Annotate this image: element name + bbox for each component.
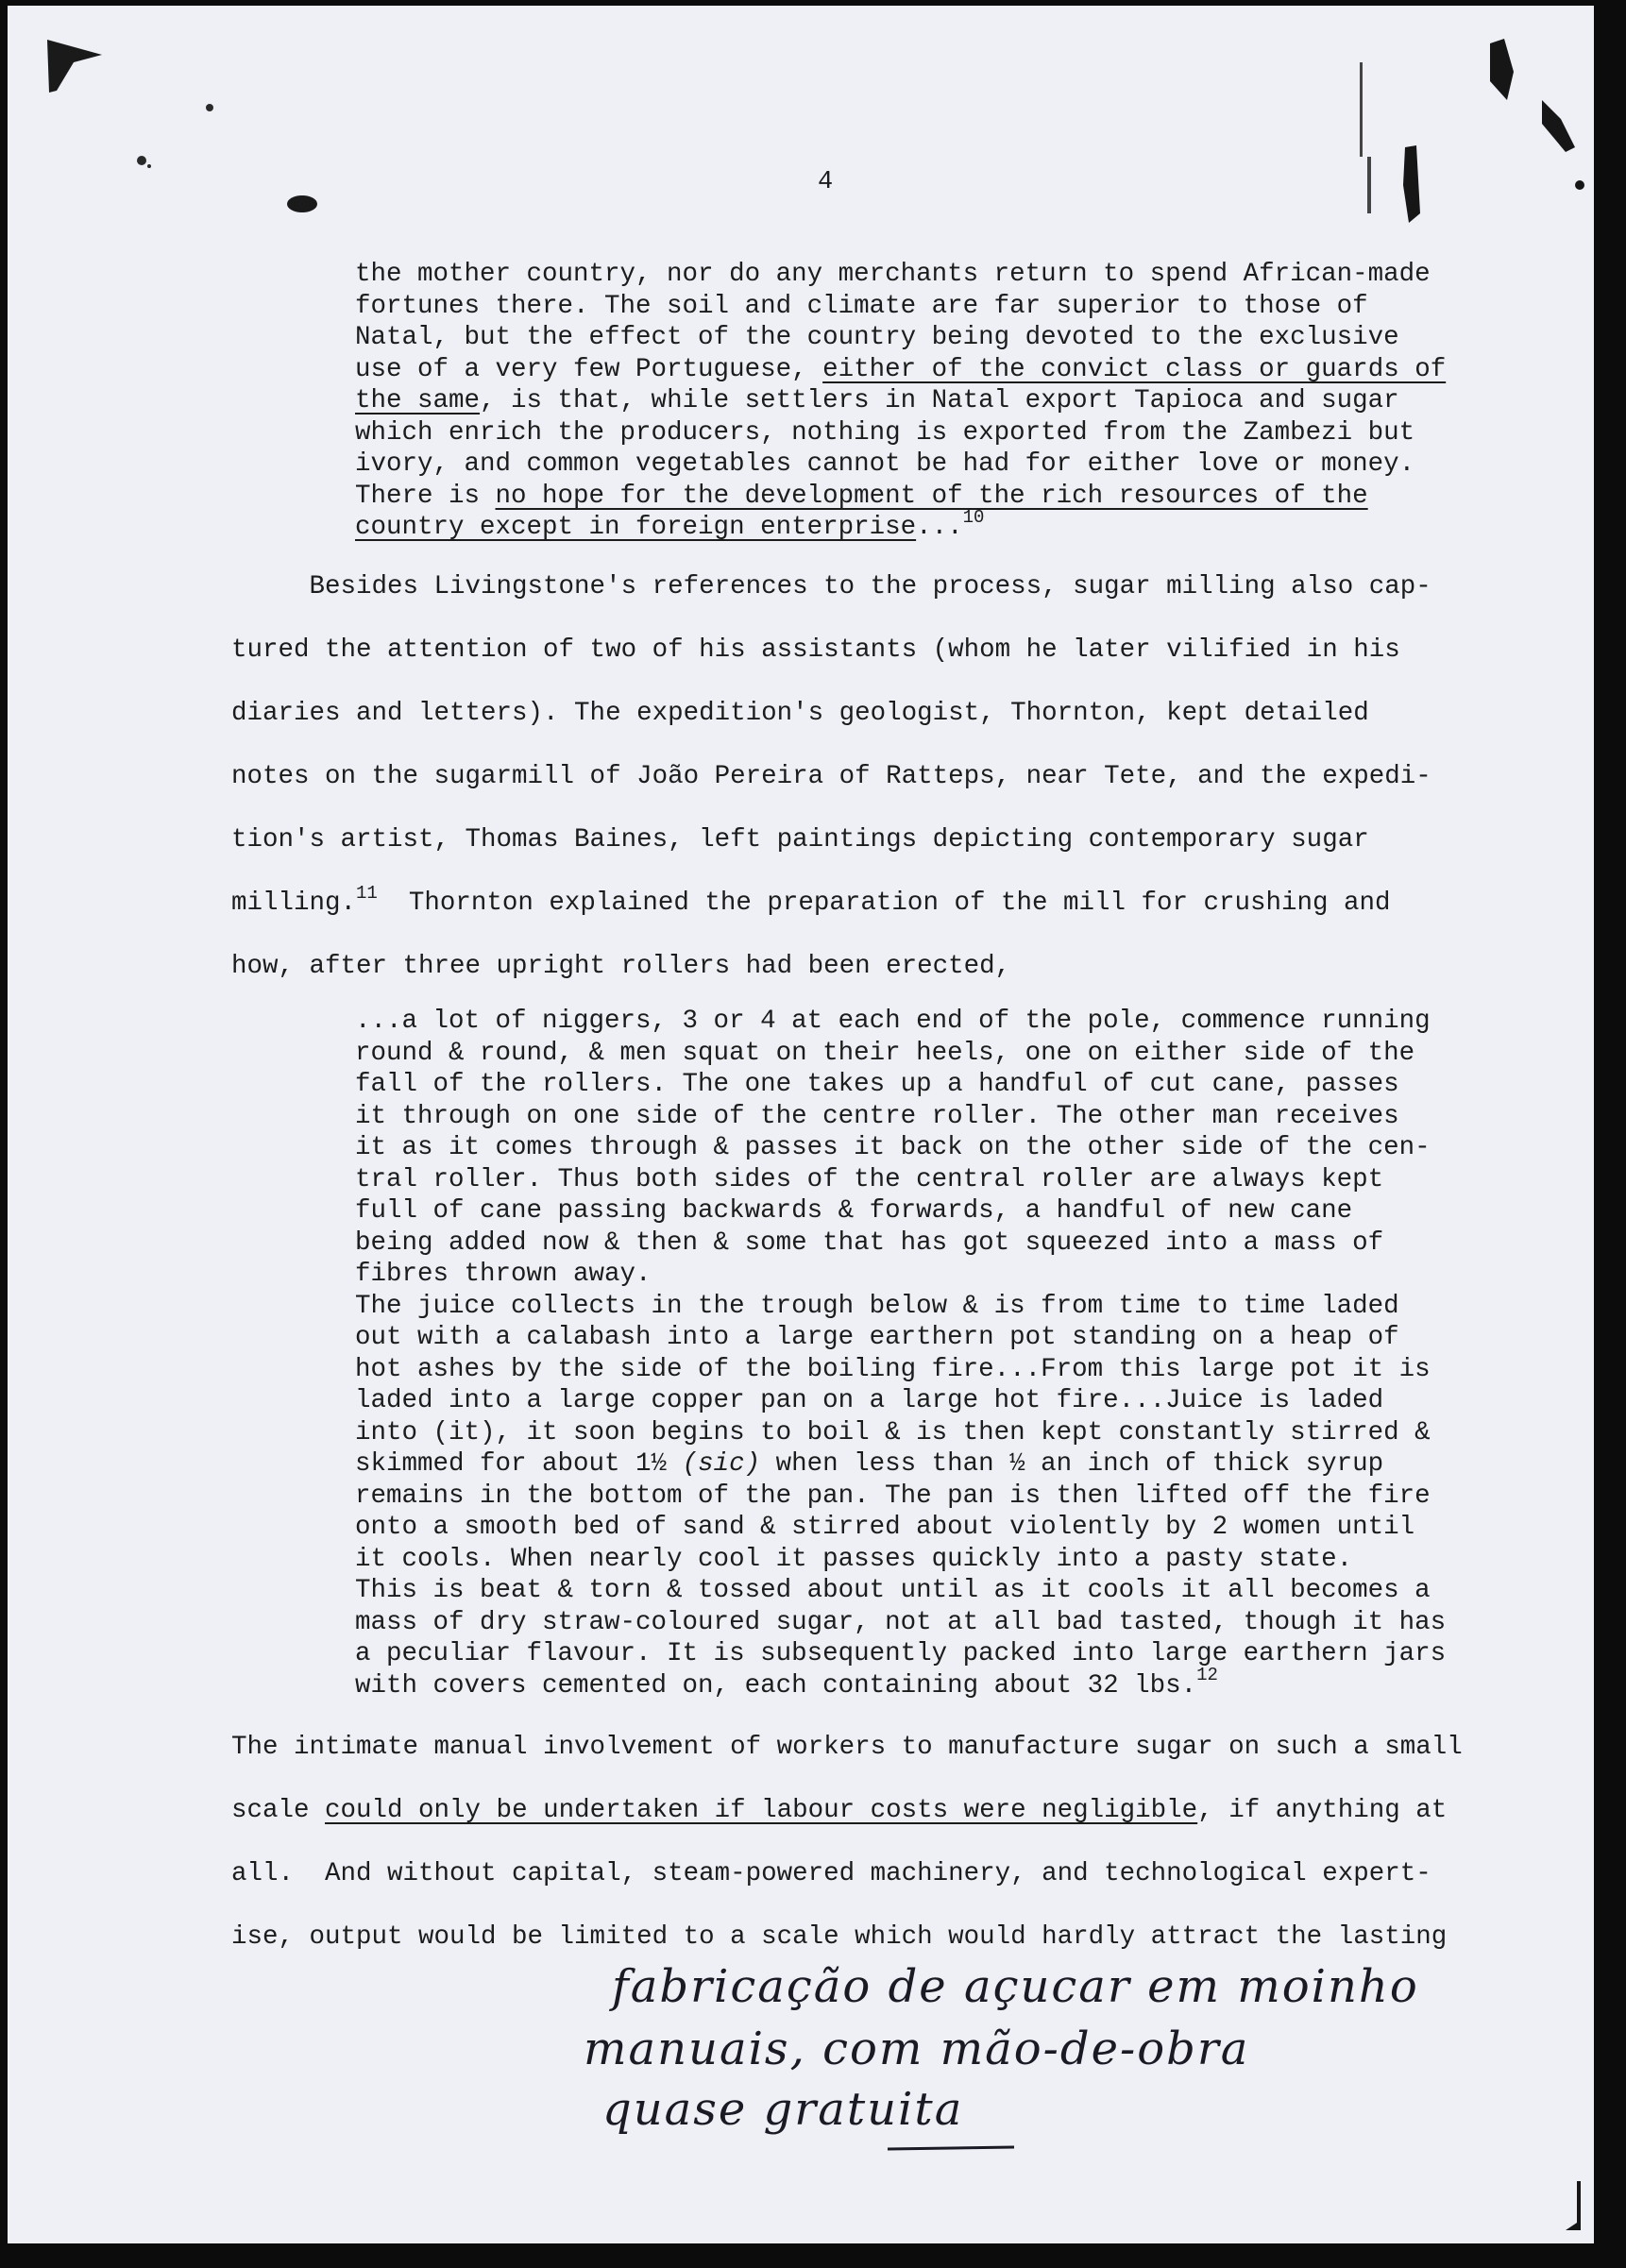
- quote-line: This is beat & torn & tossed about until as it cools it all becomes a: [355, 1576, 1431, 1605]
- footnote-marker: 10: [962, 506, 985, 528]
- quote-line: [355, 506, 1469, 544]
- underlined-text: no hope for the development of the rich resources of the: [495, 481, 1368, 511]
- quote-text: use of a very few Portuguese,: [355, 354, 823, 384]
- block-quote: [355, 1006, 1469, 1701]
- quote-text: when less than ½ an inch of thick syrup: [760, 1449, 1384, 1479]
- body-text: , if anything at: [1197, 1796, 1448, 1825]
- quote-line: a peculiar flavour. It is subsequently packed into large earthern jars: [355, 1639, 1447, 1668]
- quote-text: skimmed for about 1½: [355, 1449, 683, 1479]
- quote-line: laded into a large copper pan on a large hot fire...Juice is laded: [355, 1386, 1384, 1415]
- body-line: The intimate manual involvement of workers to manufacture sugar on such a small: [231, 1733, 1463, 1762]
- body-paragraph: [231, 555, 1459, 998]
- quote-line: out with a calabash into a large earthern pot standing on a heap of: [355, 1323, 1399, 1352]
- quote-line: The juice collects in the trough below & is from time to time laded: [355, 1291, 1399, 1321]
- scan-mark-right-edge: [1348, 34, 1584, 251]
- handwritten-annotation: [574, 1960, 1518, 2168]
- quote-text: with covers cemented on, each containing about 32 lbs.: [355, 1670, 1197, 1701]
- quote-line: ivory, and common vegetables cannot be had for either love or money.: [355, 449, 1415, 479]
- quote-line: which enrich the producers, nothing is exported from the Zambezi but: [355, 417, 1415, 448]
- quote-line: hot ashes by the side of the boiling fire...From this large pot it is: [355, 1354, 1431, 1384]
- italic-text: (sic): [682, 1449, 761, 1479]
- annotation-line: fabricação de açucar em moinho: [612, 1960, 1419, 2013]
- underlined-text: could only be undertaken if labour costs were negligible: [325, 1796, 1198, 1825]
- page-number: 4: [818, 168, 834, 196]
- body-text: milling.: [231, 889, 357, 918]
- quote-line: it through on one side of the centre roller. The other man receives: [355, 1101, 1399, 1131]
- body-line: ise, output would be limited to a scale which would hardly attract the lasting: [231, 1922, 1448, 1952]
- quote-line: fortunes there. The soil and climate are far superior to those of: [355, 291, 1368, 321]
- quote-line: onto a smooth bed of sand & stirred about violently by 2 women until: [355, 1513, 1415, 1542]
- scan-mark-bottom-right: [1556, 2177, 1584, 2234]
- quote-line: it cools. When nearly cool it passes quickly into a pasty state.: [355, 1544, 1353, 1574]
- body-paragraph: [231, 1716, 1463, 1969]
- body-line: [231, 1779, 1459, 1842]
- quote-line: full of cane passing backwards & forwards, a handful of new cane: [355, 1196, 1353, 1226]
- quote-line: [355, 1665, 1469, 1702]
- quote-line: [355, 481, 1469, 513]
- quote-line: being added now & then & some that has got squeezed into a mass of: [355, 1227, 1384, 1258]
- quote-line: ...a lot of niggers, 3 or 4 at each end of the pole, commence running: [355, 1007, 1431, 1036]
- quote-text: ...: [916, 513, 963, 542]
- quote-text: , is that, while settlers in Natal export Tapioca and sugar: [480, 386, 1399, 415]
- body-line: diaries and letters). The expedition's geologist, Thornton, kept detailed: [231, 699, 1369, 728]
- footnote-marker: 12: [1196, 1665, 1218, 1686]
- quote-line: Natal, but the effect of the country being devoted to the exclusive: [355, 323, 1399, 352]
- body-line: Besides Livingstone's references to the process, sugar milling also cap-: [231, 572, 1431, 601]
- body-line: tured the attention of two of his assistants (whom he later vilified in his: [231, 635, 1400, 665]
- quote-line: tral roller. Thus both sides of the central roller are always kept: [355, 1164, 1384, 1194]
- body-line: [231, 872, 1459, 935]
- scan-mark-top-left: [45, 34, 111, 100]
- quote-line: remains in the bottom of the pan. The pan is then lifted off the fire: [355, 1481, 1431, 1511]
- quote-line: mass of dry straw-coloured sugar, not at all bad tasted, though it has: [355, 1607, 1447, 1637]
- quote-line: [355, 385, 1469, 417]
- quote-line: [355, 354, 1469, 386]
- quote-text: There is: [355, 481, 496, 511]
- body-line: all. And without capital, steam-powered machinery, and technological expert-: [231, 1859, 1431, 1888]
- body-text: Thornton explained the preparation of the mill for crushing and: [377, 889, 1391, 918]
- ink-blot: [281, 191, 325, 219]
- body-text: scale: [231, 1796, 326, 1825]
- underlined-text: the same: [355, 386, 481, 415]
- document-page: [8, 6, 1594, 2243]
- underlined-text: country except in foreign enterprise: [355, 513, 917, 542]
- annotation-line: manuais, com mão-de-obra: [584, 2023, 1250, 2075]
- quote-line: [355, 1448, 1469, 1481]
- annotation-underline: [886, 2141, 1018, 2155]
- block-quote: [355, 259, 1469, 544]
- quote-line: into (it), it soon begins to boil & is then kept constantly stirred &: [355, 1417, 1431, 1447]
- body-line: notes on the sugarmill of João Pereira of Ratteps, near Tete, and the expedi-: [231, 762, 1431, 791]
- underlined-text: either of the convict class or guards of: [822, 354, 1447, 384]
- quote-line: fall of the rollers. The one takes up a handful of cut cane, passes: [355, 1070, 1399, 1099]
- body-line: how, after three upright rollers had been erected,: [231, 952, 1011, 981]
- footnote-marker: 11: [356, 882, 378, 904]
- body-line: tion's artist, Thomas Baines, left paintings depicting contemporary sugar: [231, 825, 1369, 855]
- quote-line: it as it comes through & passes it back on the other side of the cen-: [355, 1133, 1431, 1162]
- quote-line: round & round, & men squat on their heels, one on either side of the: [355, 1038, 1415, 1068]
- quote-line: the mother country, nor do any merchants return to spend African-made: [355, 260, 1431, 289]
- ink-speck: [130, 147, 159, 176]
- ink-speck: [202, 100, 217, 115]
- quote-line: fibres thrown away.: [355, 1260, 652, 1289]
- annotation-line: quase gratuita: [602, 2083, 964, 2136]
